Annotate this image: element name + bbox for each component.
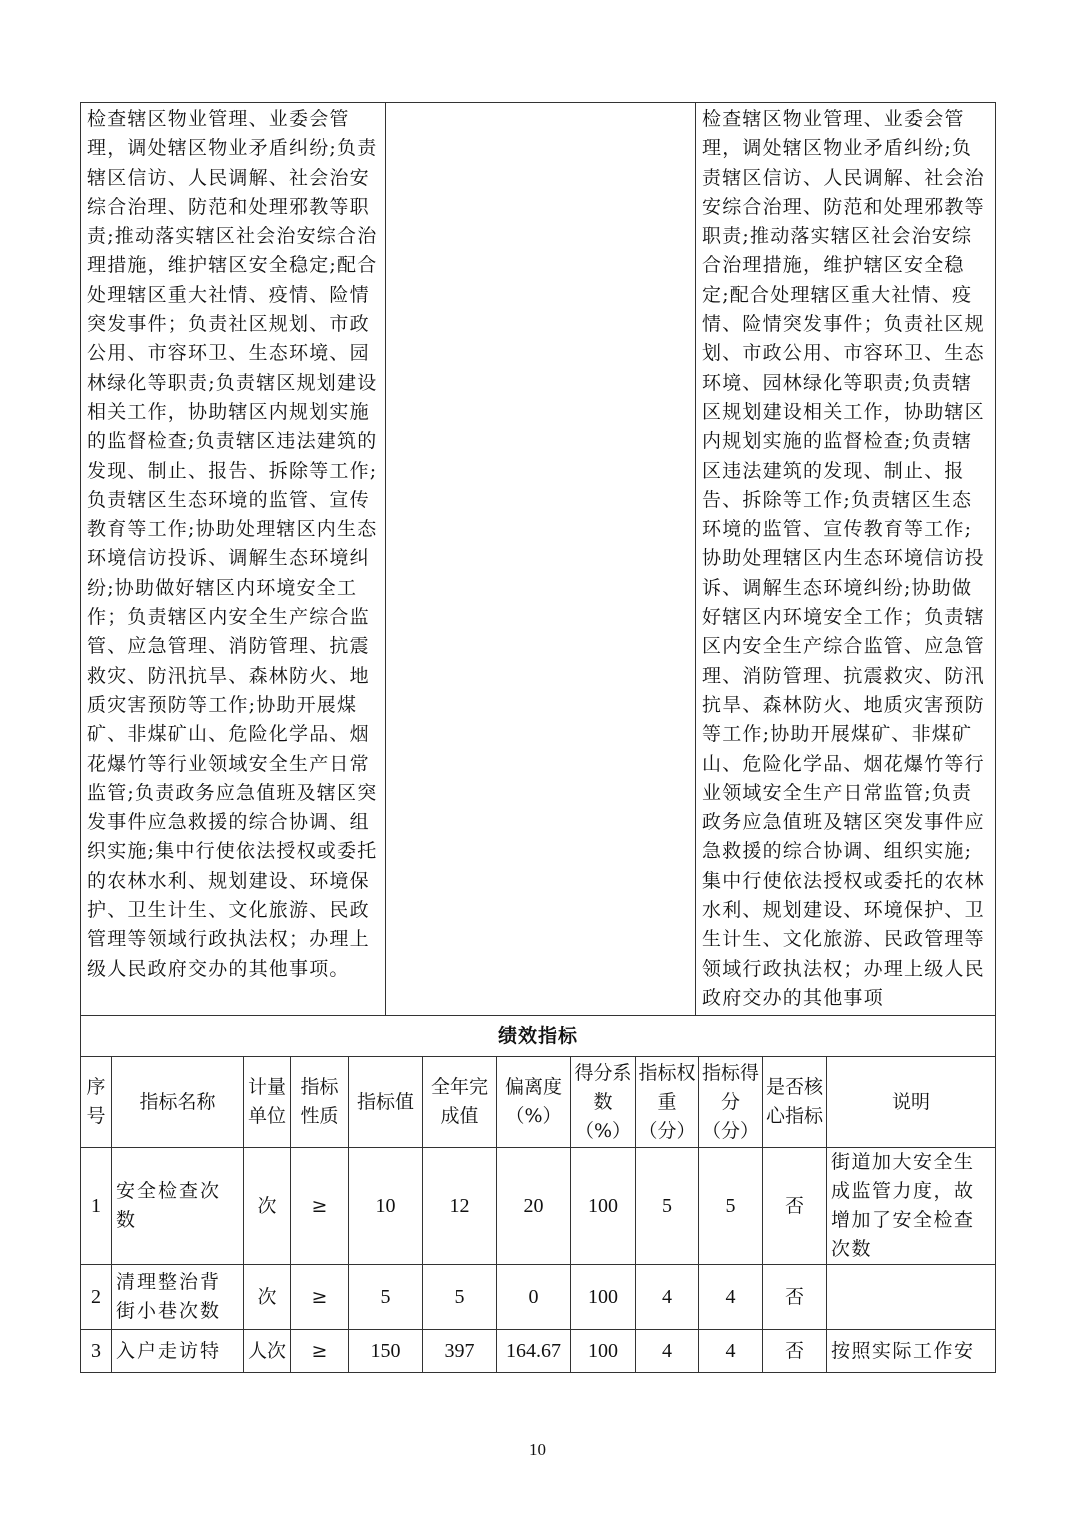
duties-middle-cell	[386, 103, 696, 1016]
row-target: 150	[349, 1330, 423, 1373]
row-score: 4	[699, 1330, 763, 1373]
row-note: 街道加大安全生成监管力度，故增加了安全检查次数	[827, 1148, 996, 1265]
row-unit: 次	[244, 1265, 291, 1330]
row-score: 4	[699, 1265, 763, 1330]
row-actual: 12	[423, 1148, 497, 1265]
row-name: 入户走访特	[112, 1330, 244, 1373]
row-core: 否	[763, 1265, 827, 1330]
duties-left-cell: 检查辖区物业管理、业委会管理，调处辖区物业矛盾纠纷;负责辖区信访、人民调解、社会治安综合治理、防范和处理邪教等职责;推动落实辖区社会治安综合治理措施，维护辖区安全稳定;配合处理辖区重大社情、疫情、险情突发事件；负责社区规划、市政公用、市容环卫、生态环境、园林绿化等职责;负责辖区规划建设相关工作，协助辖区内规划实施的监督检查;负责辖区违法建筑的发现、制止、报告、拆除等工作;负责辖区生态环境的监管、宣传教育等工作;协助处理辖区内生态环境信访投诉、调解生态环境纠纷;协助做好辖区内环境安全工作；负责辖区内安全生产综合监管、应急管理、消防管理、抗震救灾、防汛抗旱、森林防火、地质灾害预防等工作;协助开展煤矿、非煤矿山、危险化学品、烟花爆竹等行业领域安全生产日常监管;负责政务应急值班及辖区突发事件应急救援的综合协调、组织实施;集中行使依法授权或委托的农林水利、规划建设、环境保护、卫生计生、文化旅游、民政管理等领域行政执法权；办理上级人民政府交办的其他事项。	[81, 103, 386, 1016]
row-weight: 5	[636, 1148, 699, 1265]
header-name: 指标名称	[112, 1057, 244, 1148]
row-unit: 人次	[244, 1330, 291, 1373]
row-core: 否	[763, 1330, 827, 1373]
row-weight: 4	[636, 1330, 699, 1373]
row-score: 5	[699, 1148, 763, 1265]
row-deviation: 0	[497, 1265, 571, 1330]
row-unit: 次	[244, 1148, 291, 1265]
document-sheet	[80, 102, 995, 1373]
table-row	[81, 1330, 996, 1373]
row-deviation: 164.67	[497, 1330, 571, 1373]
row-deviation: 20	[497, 1148, 571, 1265]
table-row	[81, 1265, 996, 1330]
row-coef: 100	[571, 1265, 636, 1330]
row-seq: 1	[81, 1148, 112, 1265]
row-coef: 100	[571, 1148, 636, 1265]
header-actual: 全年完成值	[423, 1057, 497, 1148]
row-name: 清理整治背街小巷次数	[112, 1265, 244, 1330]
header-note: 说明	[827, 1057, 996, 1148]
header-core: 是否核心指标	[763, 1057, 827, 1148]
header-seq: 序号	[81, 1057, 112, 1148]
row-seq: 2	[81, 1265, 112, 1330]
header-unit: 计量单位	[244, 1057, 291, 1148]
performance-table	[80, 1015, 996, 1373]
row-nature: ≥	[291, 1265, 349, 1330]
duties-right-cell: 检查辖区物业管理、业委会管理，调处辖区物业矛盾纠纷;负责辖区信访、人民调解、社会治安综合治理、防范和处理邪教等职责;推动落实辖区社会治安综合治理措施，维护辖区安全稳定;配合处理辖区重大社情、疫情、险情突发事件；负责社区规划、市政公用、市容环卫、生态环境、园林绿化等职责;负责辖区规划建设相关工作，协助辖区内规划实施的监督检查;负责辖区违法建筑的发现、制止、报告、拆除等工作;负责辖区生态环境的监管、宣传教育等工作;协助处理辖区内生态环境信访投诉、调解生态环境纠纷;协助做好辖区内环境安全工作；负责辖区内安全生产综合监管、应急管理、消防管理、抗震救灾、防汛抗旱、森林防火、地质灾害预防等工作;协助开展煤矿、非煤矿山、危险化学品、烟花爆竹等行业领域安全生产日常监管;负责政务应急值班及辖区突发事件应急救援的综合协调、组织实施;集中行使依法授权或委托的农林水利、规划建设、环境保护、卫生计生、文化旅游、民政管理等领域行政执法权；办理上级人民政府交办的其他事项	[696, 103, 996, 1016]
header-score: 指标得分（分）	[699, 1057, 763, 1148]
row-note	[827, 1265, 996, 1330]
row-core: 否	[763, 1148, 827, 1265]
header-target: 指标值	[349, 1057, 423, 1148]
header-weight: 指标权重（分）	[636, 1057, 699, 1148]
row-weight: 4	[636, 1265, 699, 1330]
header-coef: 得分系数（%）	[571, 1057, 636, 1148]
row-actual: 397	[423, 1330, 497, 1373]
row-coef: 100	[571, 1330, 636, 1373]
duties-table	[80, 102, 996, 1016]
row-actual: 5	[423, 1265, 497, 1330]
row-seq: 3	[81, 1330, 112, 1373]
header-nature: 指标性质	[291, 1057, 349, 1148]
row-target: 10	[349, 1148, 423, 1265]
row-nature: ≥	[291, 1330, 349, 1373]
table-header-row	[81, 1057, 996, 1148]
row-nature: ≥	[291, 1148, 349, 1265]
table-row	[81, 1148, 996, 1265]
section-title: 绩效指标	[81, 1016, 996, 1057]
row-note: 按照实际工作安	[827, 1330, 996, 1373]
row-name: 安全检查次数	[112, 1148, 244, 1265]
header-deviation: 偏离度（%）	[497, 1057, 571, 1148]
page-number: 10	[529, 1440, 546, 1459]
row-target: 5	[349, 1265, 423, 1330]
